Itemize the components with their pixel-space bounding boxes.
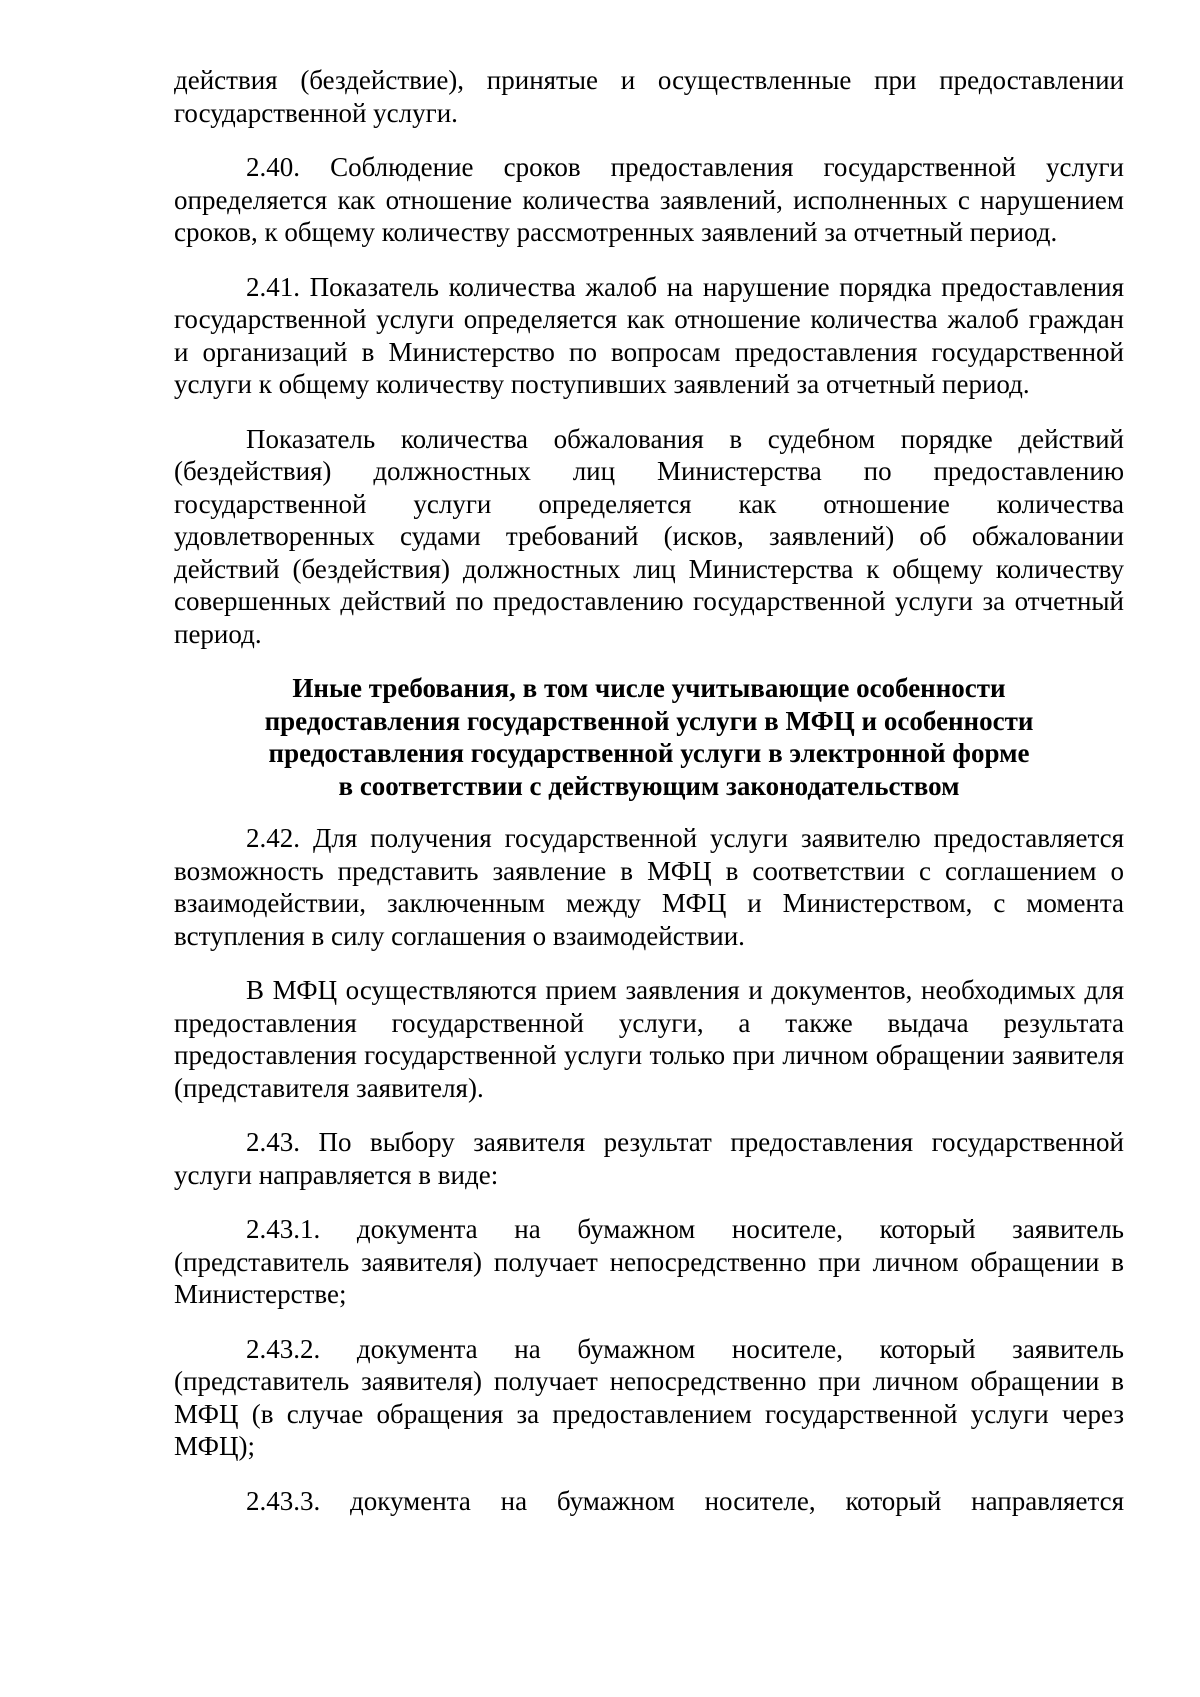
paragraph-court-appeals: Показатель количества обжалования в судебном порядке действий (бездействия) должностных лиц Министерства по предоставлению государственной услуги определяется как отношение количества удовлетворенных судами требований (исков, заявлений) об обжаловании действий (бездействия) должностных лиц Министерства к общему количеству совершенных действий по предоставлению государственной услуги за отчетный период. bbox=[174, 423, 1124, 649]
paragraph-continuation: действия (бездействие), принятые и осуществленные при предоставлении государственной услуги. bbox=[174, 65, 1124, 128]
document-page bbox=[174, 64, 1124, 1517]
section-heading-line: в соответствии с действующим законодательством bbox=[338, 770, 960, 801]
paragraph-2-43-3: 2.43.3. документа на бумажном носителе, который направляется bbox=[246, 1485, 1124, 1516]
paragraph-2-41: 2.41. Показатель количества жалоб на нарушение порядка предоставления государственной услуги определяется как отношение количества жалоб граждан и организаций в Министерство по вопросам предоставления государственной услуги к общему количеству поступивших заявлений за отчетный период. bbox=[174, 271, 1124, 399]
section-heading-line: предоставления государственной услуги в МФЦ и особенности bbox=[264, 705, 1034, 736]
paragraph-2-43: 2.43. По выбору заявителя результат предоставления государственной услуги направляется в виде: bbox=[174, 1127, 1124, 1190]
paragraph-2-42: 2.42. Для получения государственной услуги заявителю предоставляется возможность представить заявление в МФЦ в соответствии с соглашением о взаимодействии, заключенным между МФЦ и Министерством, с момента вступления в силу соглашения о взаимодействии. bbox=[174, 823, 1124, 951]
section-heading-line: Иные требования, в том числе учитывающие особенности bbox=[292, 673, 1006, 703]
paragraph-2-40: 2.40. Соблюдение сроков предоставления государственной услуги определяется как отношение количества заявлений, исполненных с нарушением сроков, к общему количеству рассмотренных заявлений за отчетный период. bbox=[174, 152, 1124, 247]
section-heading-line: предоставления государственной услуги в электронной форме bbox=[268, 738, 1030, 768]
paragraph-2-43-1: 2.43.1. документа на бумажном носителе, который заявитель (представитель заявителя) получает непосредственно при личном обращении в Министерстве; bbox=[174, 1214, 1124, 1309]
paragraph-mfc-reception: В МФЦ осуществляются прием заявления и документов, необходимых для предоставления государственной услуги, а также выдача результата предоставления государственной услуги только при личном обращении заявителя (представителя заявителя). bbox=[174, 975, 1124, 1103]
paragraph-2-43-2: 2.43.2. документа на бумажном носителе, который заявитель (представитель заявителя) получает непосредственно при личном обращении в МФЦ (в случае обращения за предоставлением государственной услуги через МФЦ); bbox=[174, 1333, 1124, 1461]
section-heading bbox=[174, 672, 1124, 802]
